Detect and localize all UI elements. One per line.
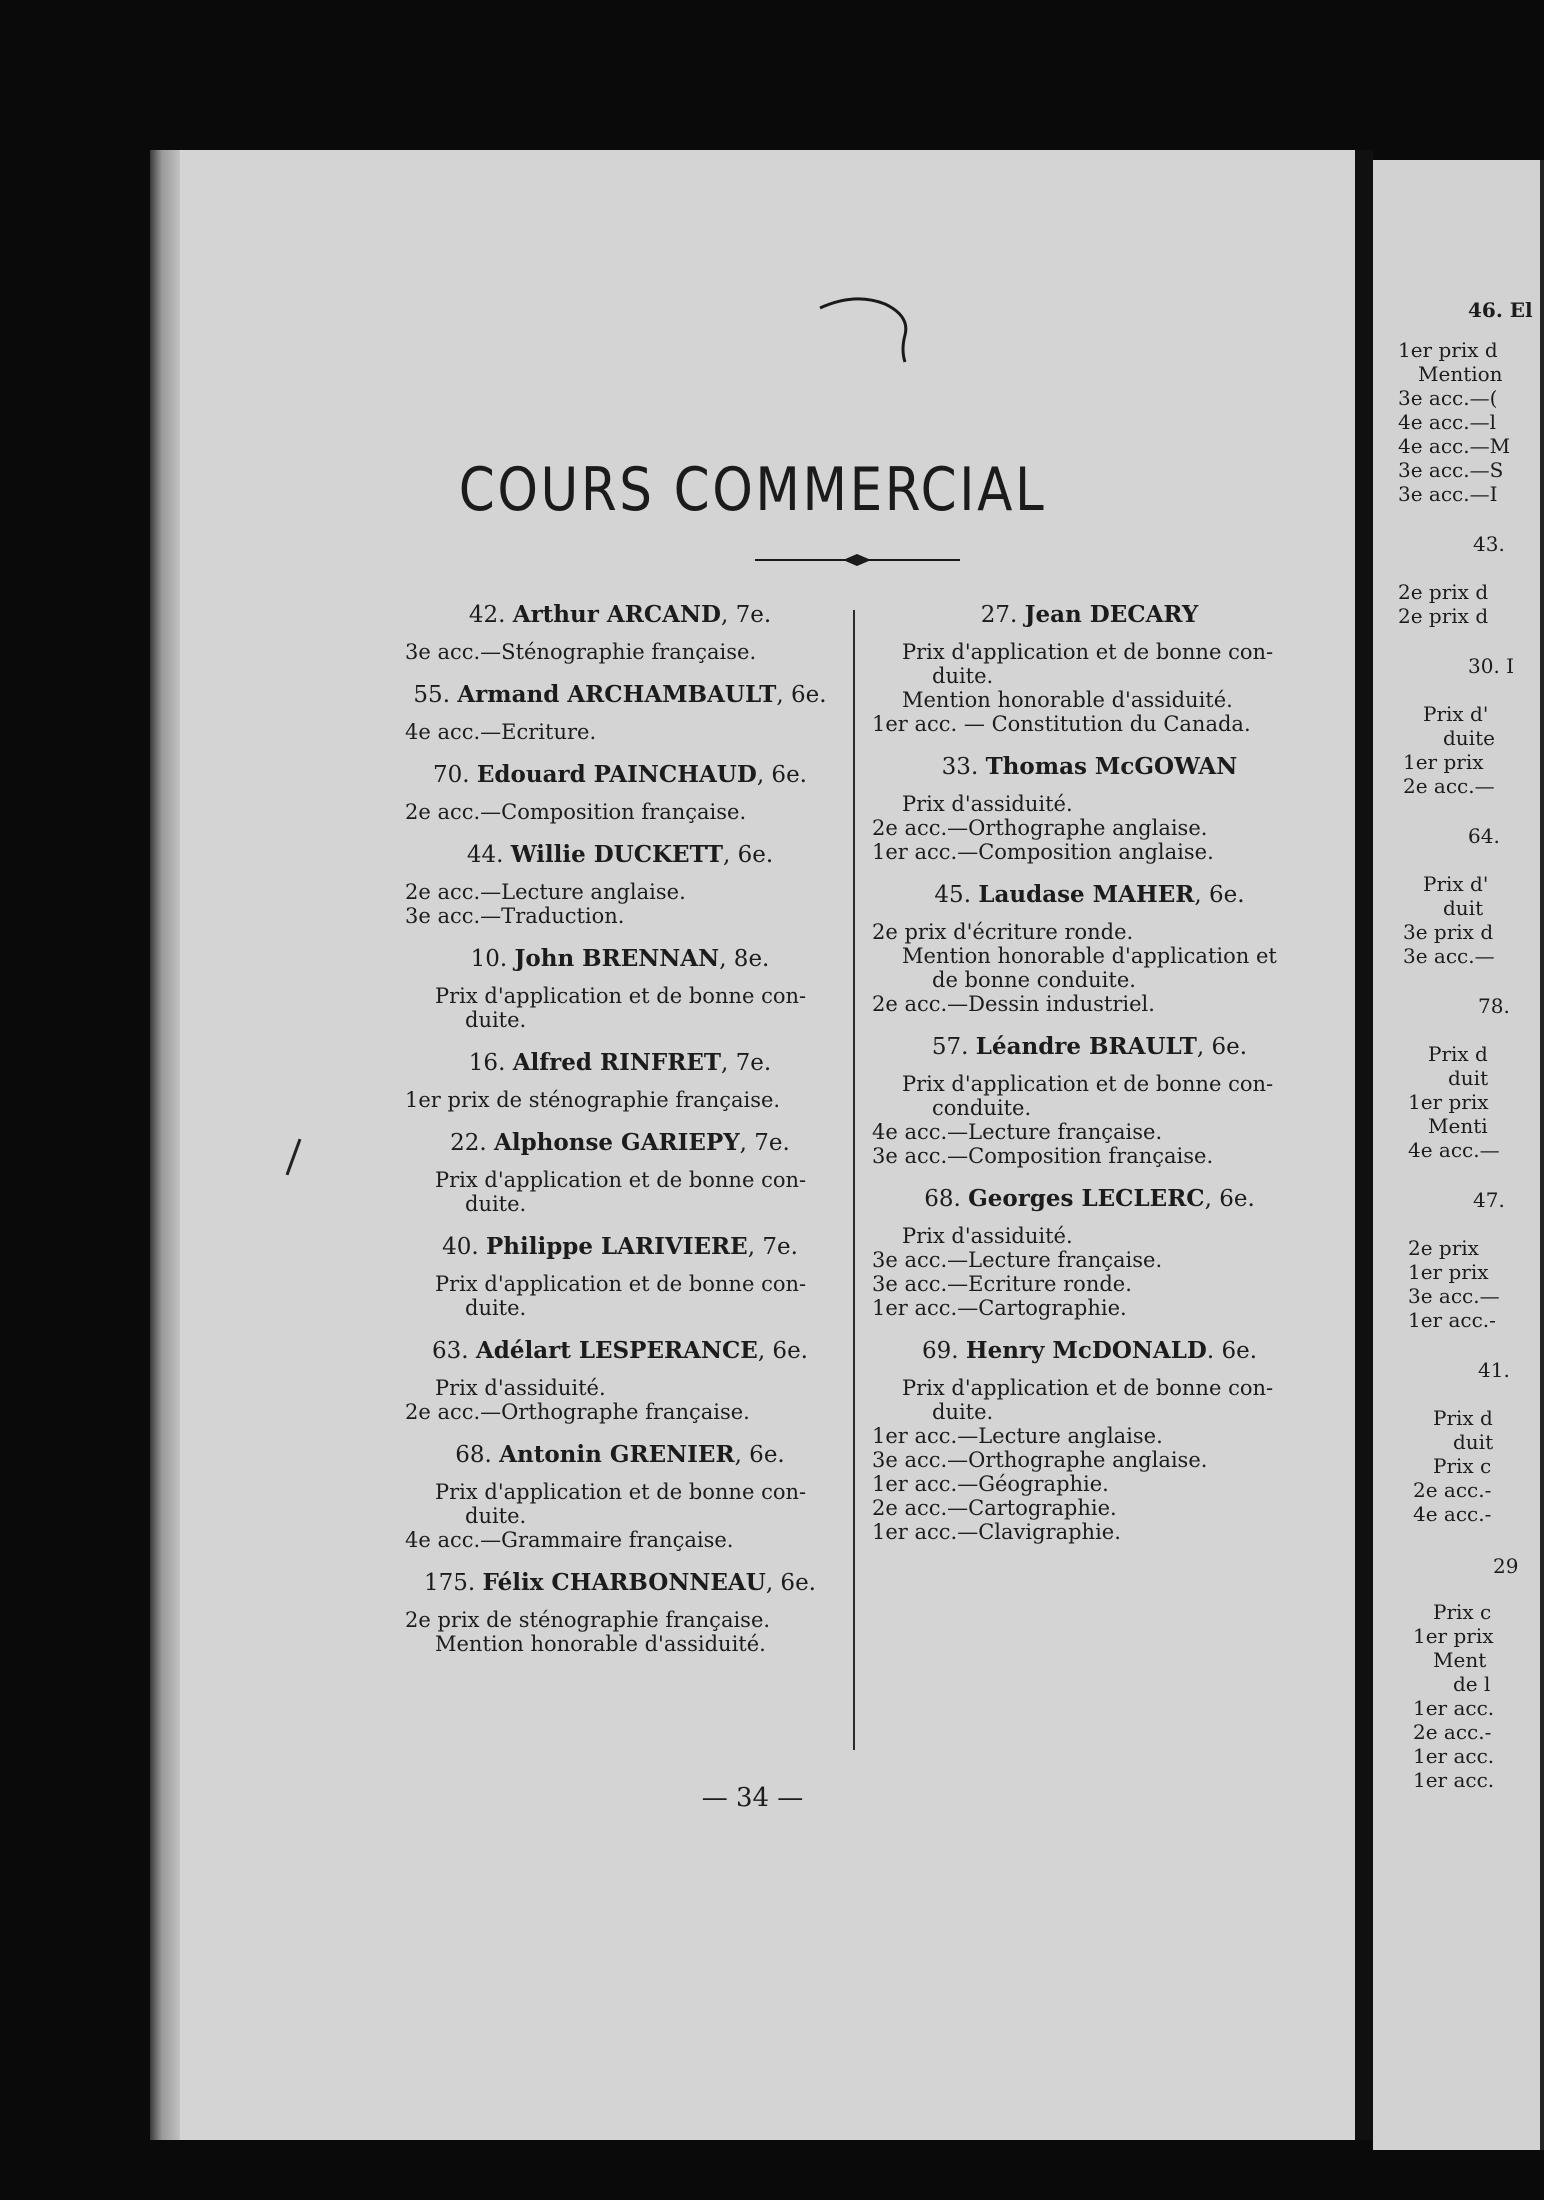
award-line: 2e acc.—Lecture anglaise.	[405, 880, 686, 904]
entry-heading	[395, 1128, 845, 1158]
entry-heading	[395, 840, 845, 870]
student-grade: , 7e.	[721, 1050, 772, 1076]
student-number: 42.	[468, 602, 513, 628]
fragment-line: Menti	[1428, 1114, 1488, 1138]
award-line: Mention honorable d'application et	[902, 944, 1277, 968]
fragment-line: duite	[1443, 726, 1495, 750]
entry-heading	[862, 600, 1317, 630]
prize-entry	[395, 600, 845, 664]
fragment-line: 3e acc.—S	[1398, 458, 1504, 482]
page-gutter	[1355, 150, 1373, 2140]
fragment-line: 1er prix	[1408, 1260, 1489, 1284]
page-title: COURS COMMERCIAL	[458, 455, 1047, 525]
prize-entry	[395, 840, 845, 928]
award-line: duite.	[932, 1400, 994, 1424]
award-line: Prix d'application et de bonne con-	[435, 1168, 807, 1192]
student-name: Edouard PAINCHAUD	[476, 761, 757, 788]
student-number: 68.	[455, 1442, 500, 1468]
fragment-line: 29	[1493, 1554, 1519, 1578]
award-line: duite.	[465, 1296, 527, 1320]
student-name: Félix CHARBONNEAU	[482, 1569, 766, 1596]
award-line: conduite.	[932, 1096, 1032, 1120]
student-grade: , 6e.	[1194, 882, 1245, 908]
prize-entry	[395, 1232, 845, 1320]
student-name: Thomas McGOWAN	[985, 753, 1238, 780]
student-grade: , 6e.	[1196, 1034, 1248, 1060]
fragment-line: 3e prix d	[1403, 920, 1494, 944]
student-grade: , 6e.	[1204, 1186, 1255, 1212]
student-grade: , 7e.	[720, 602, 772, 628]
student-number: 63.	[432, 1338, 476, 1364]
fragment-line: 1er prix	[1413, 1624, 1494, 1648]
student-grade: , 8e.	[719, 946, 770, 972]
prize-entry	[395, 944, 845, 1032]
prize-entry	[862, 1032, 1317, 1168]
award-line: 2e acc.—Orthographe française.	[405, 1400, 750, 1424]
award-line: duite.	[465, 1504, 527, 1528]
award-line: duite.	[932, 664, 994, 688]
student-number: 69.	[921, 1338, 966, 1364]
ornament-divider-icon	[755, 552, 960, 568]
student-grade: , 6e.	[756, 762, 807, 788]
fragment-line: 46. El	[1468, 298, 1533, 322]
entry-heading	[395, 1232, 845, 1262]
entry-heading	[862, 752, 1317, 782]
student-grade: , 7e.	[747, 1234, 798, 1260]
fragment-line: Prix c	[1433, 1600, 1492, 1624]
award-line: Mention honorable d'assiduité.	[902, 688, 1233, 712]
award-line: 1er acc.—Lecture anglaise.	[872, 1424, 1163, 1448]
student-grade: . 6e.	[1206, 1338, 1258, 1364]
fragment-line: Prix d	[1428, 1042, 1488, 1066]
award-line: 2e prix de sténographie française.	[405, 1608, 771, 1632]
student-number: 16.	[468, 1050, 513, 1076]
award-line: de bonne conduite.	[932, 968, 1136, 992]
student-number: 27.	[980, 602, 1025, 628]
award-line: Prix d'assiduité.	[435, 1376, 606, 1400]
award-line: 3e acc.—Traduction.	[405, 904, 625, 928]
award-line: Prix d'application et de bonne con-	[902, 640, 1274, 664]
award-line: 2e acc.—Dessin industriel.	[872, 992, 1155, 1016]
award-line: 3e acc.—Sténographie française.	[405, 640, 757, 664]
student-name: Willie DUCKETT	[510, 841, 723, 868]
prize-entry	[395, 1048, 845, 1112]
right-column	[862, 600, 1317, 1560]
student-number: 10.	[470, 946, 515, 972]
prize-entry	[862, 600, 1317, 736]
award-line: 1er acc.—Géographie.	[872, 1472, 1109, 1496]
student-name: Philippe LARIVIERE	[485, 1233, 748, 1260]
prize-entry	[862, 880, 1317, 1016]
student-name: Arthur ARCAND	[512, 601, 721, 628]
fragment-line: Mention	[1418, 362, 1503, 386]
award-line: 1er acc.—Composition anglaise.	[872, 840, 1214, 864]
award-line: Mention honorable d'assiduité.	[435, 1632, 766, 1656]
fragment-line: Prix d'	[1423, 872, 1489, 896]
award-line: 1er acc.—Cartographie.	[872, 1296, 1127, 1320]
student-name: Henry McDONALD	[965, 1337, 1207, 1364]
entry-heading	[395, 760, 845, 790]
award-line: 2e prix d'écriture ronde.	[872, 920, 1134, 944]
prize-entry	[862, 1184, 1317, 1320]
student-name: Jean DECARY	[1024, 601, 1199, 628]
fragment-line: duit	[1443, 896, 1484, 920]
student-grade: , 6e.	[757, 1338, 808, 1364]
prize-entry	[862, 752, 1317, 864]
entry-heading	[862, 1032, 1317, 1062]
student-number: 57.	[931, 1034, 976, 1060]
fragment-line: 1er prix	[1403, 750, 1484, 774]
fragment-line: 2e acc.—	[1403, 774, 1495, 798]
fragment-line: 3e acc.—	[1403, 944, 1495, 968]
fragment-line: 1er acc.	[1413, 1744, 1495, 1768]
fragment-line: 43.	[1473, 532, 1505, 556]
fragment-line: 2e prix d	[1398, 604, 1489, 628]
fragment-line: duit	[1448, 1066, 1489, 1090]
fragment-line: 2e prix d	[1398, 580, 1489, 604]
award-line: 2e acc.—Cartographie.	[872, 1496, 1117, 1520]
award-line: 1er acc. — Constitution du Canada.	[872, 712, 1251, 736]
student-name: Adélart LESPERANCE	[475, 1337, 758, 1364]
right-page-fragment	[1373, 160, 1544, 2150]
student-grade: , 6e.	[734, 1442, 785, 1468]
award-line: 1er acc.—Clavigraphie.	[872, 1520, 1121, 1544]
fragment-line: 1er prix	[1408, 1090, 1489, 1114]
student-name: Alphonse GARIEPY	[494, 1129, 740, 1156]
fragment-line: 78.	[1478, 994, 1510, 1018]
entry-heading	[395, 680, 845, 710]
student-name: Antonin GRENIER	[499, 1441, 735, 1468]
award-line: 2e acc.—Orthographe anglaise.	[872, 816, 1208, 840]
entry-heading	[395, 1336, 845, 1366]
fragment-line: 2e acc.-	[1413, 1720, 1492, 1744]
fragment-line: Ment	[1433, 1648, 1487, 1672]
fragment-line: 47.	[1473, 1188, 1505, 1212]
student-number: 45.	[934, 882, 979, 908]
entry-heading	[862, 880, 1317, 910]
entry-heading	[395, 1440, 845, 1470]
entry-heading	[395, 1568, 845, 1598]
page-number: — 34 —	[701, 1783, 804, 1813]
award-line: 4e acc.—Ecriture.	[405, 720, 597, 744]
student-number: 70.	[433, 762, 477, 788]
fragment-line: 2e acc.-	[1413, 1478, 1492, 1502]
award-line: Prix d'application et de bonne con-	[435, 1272, 807, 1296]
student-name: Léandre BRAULT	[975, 1033, 1197, 1060]
entry-heading	[395, 1048, 845, 1078]
fragment-line: 4e acc.-	[1413, 1502, 1492, 1526]
award-line: duite.	[465, 1192, 527, 1216]
fragment-line: Prix d	[1433, 1406, 1493, 1430]
fragment-line: 4e acc.—	[1408, 1138, 1500, 1162]
award-line: Prix d'assiduité.	[902, 1224, 1073, 1248]
prize-entry	[395, 680, 845, 744]
student-number: 175.	[424, 1570, 483, 1596]
fragment-line: 41.	[1478, 1358, 1510, 1382]
fragment-line: 1er acc.	[1413, 1696, 1495, 1720]
fragment-line: 4e acc.—M	[1398, 434, 1511, 458]
award-line: Prix d'application et de bonne con-	[435, 1480, 807, 1504]
fragment-line: 3e acc.—	[1408, 1284, 1500, 1308]
entry-heading	[862, 1184, 1317, 1214]
award-line: Prix d'application et de bonne con-	[902, 1072, 1274, 1096]
fragment-line: 2e prix	[1408, 1236, 1479, 1260]
prize-entry	[862, 1336, 1317, 1544]
book-spine	[150, 150, 180, 2140]
entry-heading	[395, 600, 845, 630]
student-number: 44.	[466, 842, 511, 868]
student-number: 68.	[924, 1186, 969, 1212]
student-number: 40.	[442, 1234, 486, 1260]
entry-heading	[395, 944, 845, 974]
student-name: Armand ARCHAMBAULT	[457, 681, 777, 708]
student-number: 55.	[413, 682, 458, 708]
student-grade: , 6e.	[765, 1570, 816, 1596]
page-edge	[1540, 160, 1544, 2150]
award-line: Prix d'application et de bonne con-	[435, 984, 807, 1008]
award-line: 1er prix de sténographie française.	[405, 1088, 781, 1112]
award-line: 3e acc.—Orthographe anglaise.	[872, 1448, 1208, 1472]
fragment-line: 4e acc.—l	[1398, 410, 1496, 434]
fragment-line: duit	[1453, 1430, 1494, 1454]
student-number: 22.	[450, 1130, 495, 1156]
fragment-line: 64.	[1468, 824, 1500, 848]
entry-heading	[862, 1336, 1317, 1366]
student-name: Laudase MAHER	[978, 881, 1195, 908]
fragment-line: 1er acc.-	[1408, 1308, 1496, 1332]
prize-entry	[395, 1128, 845, 1216]
fragment-line: 3e acc.—(	[1398, 386, 1498, 410]
student-number: 33.	[941, 754, 986, 780]
fragment-line: Prix c	[1433, 1454, 1492, 1478]
fragment-line: de l	[1453, 1672, 1491, 1696]
student-name: Alfred RINFRET	[512, 1049, 721, 1076]
student-grade: , 6e.	[722, 842, 774, 868]
award-line: 3e acc.—Composition française.	[872, 1144, 1214, 1168]
student-grade: , 7e.	[739, 1130, 790, 1156]
award-line: duite.	[465, 1008, 527, 1032]
prize-entry	[395, 1440, 845, 1552]
pencil-mark-icon	[815, 290, 925, 370]
award-line: 3e acc.—Ecriture ronde.	[872, 1272, 1132, 1296]
fragment-line: 1er acc.	[1413, 1768, 1495, 1792]
fragment-line: Prix d'	[1423, 702, 1489, 726]
fragment-line: 3e acc.—I	[1398, 482, 1498, 506]
student-name: John BRENNAN	[514, 945, 720, 972]
student-name: Georges LECLERC	[968, 1185, 1205, 1212]
award-line: Prix d'assiduité.	[902, 792, 1073, 816]
prize-entry	[395, 1336, 845, 1424]
award-line: 3e acc.—Lecture française.	[872, 1248, 1163, 1272]
award-line: Prix d'application et de bonne con-	[902, 1376, 1274, 1400]
column-rule	[853, 610, 855, 1750]
left-column	[395, 600, 845, 1672]
award-line: 2e acc.—Composition française.	[405, 800, 747, 824]
prize-entry	[395, 760, 845, 824]
award-line: 4e acc.—Lecture française.	[872, 1120, 1163, 1144]
award-line: 4e acc.—Grammaire française.	[405, 1528, 734, 1552]
fragment-line: 1er prix d	[1398, 338, 1498, 362]
student-grade: , 6e.	[776, 682, 827, 708]
prize-entry	[395, 1568, 845, 1656]
fragment-line: 30. I	[1468, 654, 1515, 678]
